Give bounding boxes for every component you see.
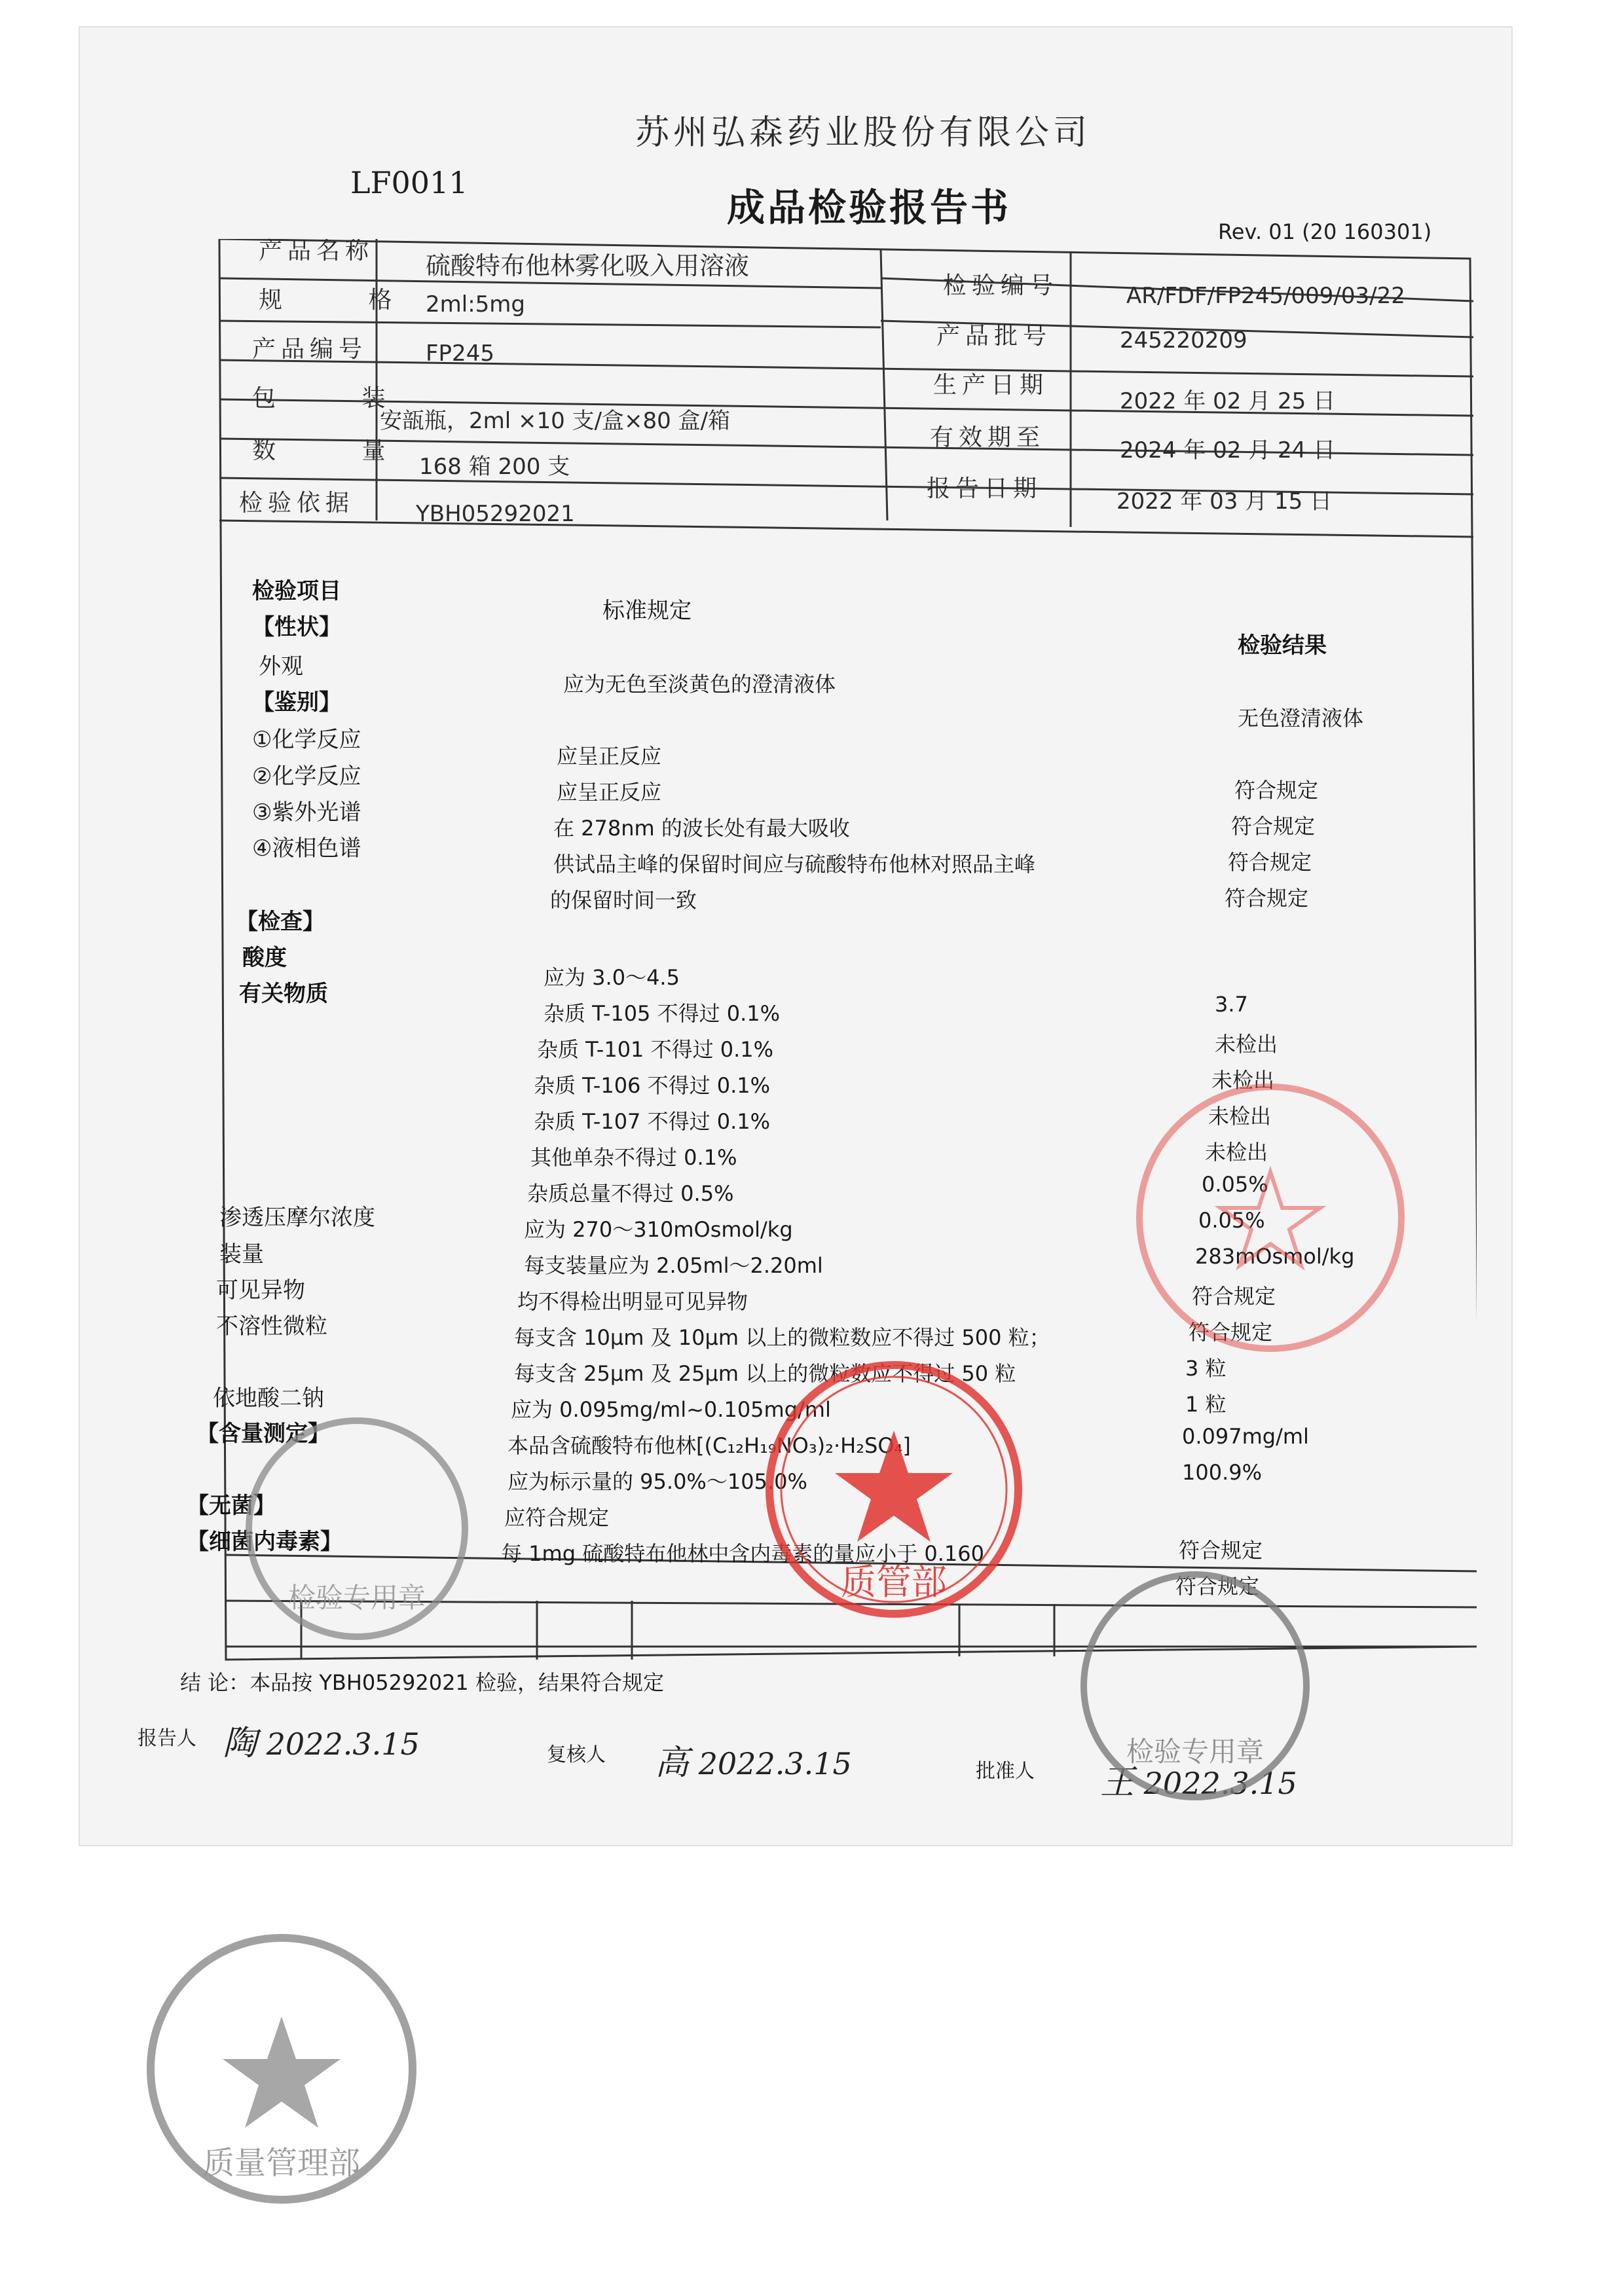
res-edetate: 0.097mg/ml <box>1182 1424 1309 1449</box>
std-osmolality: 应为 270～310mOsmol/kg <box>524 1217 793 1242</box>
document-code: LF0011 <box>350 165 468 200</box>
std-acidity: 应为 3.0～4.5 <box>544 965 680 990</box>
item-fill-volume: 装量 <box>219 1241 264 1267</box>
std-fill-volume: 每支装量应为 2.05ml～2.20ml <box>524 1253 823 1278</box>
res-t105: 未检出 <box>1215 1032 1278 1057</box>
faded-red-stamp <box>1126 1074 1414 1362</box>
res-t107: 未检出 <box>1205 1140 1268 1165</box>
std-edetate: 应为 0.095mg/ml~0.105mg/ml <box>511 1397 831 1422</box>
res-uv: 符合规定 <box>1228 850 1312 875</box>
std-total-impurities: 杂质总量不得过 0.5% <box>527 1181 734 1206</box>
std-t105: 杂质 T-105 不得过 0.1% <box>544 1001 781 1026</box>
res-t106: 未检出 <box>1208 1104 1272 1129</box>
product-name-value: 硫酸特布他林雾化吸入用溶液 <box>426 251 750 280</box>
star-icon <box>1221 1172 1320 1266</box>
res-t101: 未检出 <box>1211 1068 1275 1093</box>
star-icon <box>223 2016 341 2128</box>
reviewer-date: 2022.3.15 <box>698 1746 852 1781</box>
res-fill-volume: 符合规定 <box>1192 1284 1276 1309</box>
batch-value: 245220209 <box>1120 327 1247 354</box>
document-title: 成品检验报告书 <box>727 185 1012 230</box>
std-appearance: 应为无色至淡黄色的澄清液体 <box>563 672 836 697</box>
reporter-date: 2022.3.15 <box>266 1726 420 1762</box>
item-sterility: 【无菌】 <box>187 1493 276 1519</box>
product-code-label: 产品编号 <box>252 336 368 363</box>
spec-label: 规 格 <box>259 287 432 314</box>
product-name-label: 产品名称 <box>259 238 375 264</box>
res-acidity: 3.7 <box>1215 992 1248 1017</box>
test-no-label: 检验编号 <box>943 272 1059 299</box>
std-uv: 在 278nm 的波长处有最大吸收 <box>553 816 850 841</box>
res-chem-1: 符合规定 <box>1234 778 1319 803</box>
std-chem-2: 应呈正反应 <box>557 780 662 805</box>
std-hplc-1: 供试品主峰的保留时间应与硫酸特布他林对照品主峰 <box>553 852 1036 877</box>
res-hplc: 符合规定 <box>1225 886 1309 911</box>
package-label: 包 装 <box>252 385 425 412</box>
star-icon <box>835 1430 953 1542</box>
gray-qa-stamp <box>138 1925 426 2213</box>
item-hplc: ④液相色谱 <box>252 835 361 862</box>
svg-text:检验专用章: 检验专用章 <box>287 1582 426 1614</box>
quantity-label: 数 量 <box>252 437 425 464</box>
column-item: 检验项目 <box>252 578 341 604</box>
std-chem-1: 应呈正反应 <box>557 744 662 769</box>
res-particles-25um: 1 粒 <box>1185 1392 1227 1417</box>
spec-value: 2ml:5mg <box>426 291 525 318</box>
mfg-date-value: 2022 年 02 月 25 日 <box>1120 388 1336 414</box>
item-appearance-section: 【性状】 <box>252 614 341 640</box>
item-identification-section: 【鉴别】 <box>252 689 341 716</box>
svg-text:检验专用章: 检验专用章 <box>1126 1736 1264 1768</box>
std-other-single: 其他单杂不得过 0.1% <box>530 1145 737 1170</box>
res-chem-2: 符合规定 <box>1231 814 1316 839</box>
std-t101: 杂质 T-101 不得过 0.1% <box>537 1037 774 1062</box>
res-visible-particles: 符合规定 <box>1189 1320 1273 1345</box>
reviewer-signature: 高 2022.3.15 <box>655 1743 852 1783</box>
item-visible-particles: 可见异物 <box>216 1277 305 1303</box>
report-date-label: 报告日期 <box>927 475 1043 502</box>
approver-signature: 王 2022.3.15 <box>1100 1763 1297 1802</box>
item-osmolality: 渗透压摩尔浓度 <box>219 1205 375 1231</box>
res-appearance: 无色澄清液体 <box>1238 706 1364 731</box>
test-no-value: AR/FDF/FP245/009/03/22 <box>1126 283 1405 309</box>
company-name: 苏州弘森药业股份有限公司 <box>635 113 1092 153</box>
std-particles-10um: 每支含 10μm 及 10μm 以上的微粒数应不得过 500 粒； <box>514 1325 1050 1350</box>
std-visible-particles: 均不得检出明显可见异物 <box>517 1289 748 1314</box>
std-assay-1: 本品含硫酸特布他林[(C₁₂H₁₉NO₃)₂·H₂SO₄] <box>507 1433 911 1458</box>
approver-label: 批准人 <box>976 1760 1035 1783</box>
res-sterility: 符合规定 <box>1179 1538 1263 1563</box>
item-appearance: 外观 <box>259 653 303 680</box>
std-endotoxin: 每 1mg 硫酸特布他林中含内毒素的量应小于 0.160 <box>501 1541 984 1566</box>
item-inspection-section: 【检查】 <box>236 909 325 935</box>
report-date-value: 2022 年 03 月 15 日 <box>1116 488 1333 515</box>
item-chem-reaction-1: ①化学反应 <box>252 727 361 753</box>
item-endotoxin: 【细菌内毒素】 <box>187 1529 342 1555</box>
item-related-substances: 有关物质 <box>239 981 328 1007</box>
product-code-value: FP245 <box>426 340 494 367</box>
res-assay: 100.9% <box>1182 1460 1263 1485</box>
std-t107: 杂质 T-107 不得过 0.1% <box>534 1109 771 1134</box>
gray-inspection-stamp-1 <box>239 1411 475 1647</box>
item-edetate-disodium: 依地酸二钠 <box>213 1385 324 1412</box>
gray-inspection-stamp-2 <box>1074 1565 1316 1807</box>
column-standard: 标准规定 <box>602 598 692 624</box>
expiry-value: 2024 年 02 月 24 日 <box>1120 437 1336 464</box>
batch-label: 产品批号 <box>936 323 1052 350</box>
res-particles-10um: 3 粒 <box>1185 1356 1227 1381</box>
res-total-impurities: 0.05% <box>1198 1208 1265 1233</box>
res-endotoxin: 符合规定 <box>1175 1574 1260 1599</box>
res-other-single: 0.05% <box>1202 1172 1268 1197</box>
res-osmolality: 283mOsmol/kg <box>1195 1244 1355 1269</box>
column-result: 检验结果 <box>1238 632 1327 659</box>
item-uv-spectrum: ③紫外光谱 <box>252 799 361 826</box>
quantity-value: 168 箱 200 支 <box>419 454 570 480</box>
std-t106: 杂质 T-106 不得过 0.1% <box>534 1073 771 1098</box>
svg-text:质量管理部: 质量管理部 <box>202 2145 361 2181</box>
item-acidity: 酸度 <box>242 945 287 971</box>
basis-label: 检验依据 <box>239 490 355 517</box>
red-qa-stamp <box>756 1352 1031 1627</box>
revision-label: Rev. 01 (20 160301) <box>1218 219 1432 244</box>
std-hplc-2: 的保留时间一致 <box>550 888 697 913</box>
item-assay-section: 【含量测定】 <box>196 1421 330 1447</box>
conclusion-text: 结 论：本品按 YBH05292021 检验，结果符合规定 <box>180 1670 664 1695</box>
std-sterility: 应符合规定 <box>504 1505 610 1530</box>
approver-date: 2022.3.15 <box>1143 1766 1297 1801</box>
expiry-label: 有效期至 <box>930 424 1046 451</box>
item-insoluble-particles: 不溶性微粒 <box>216 1313 327 1339</box>
item-chem-reaction-2: ②化学反应 <box>252 763 361 790</box>
reporter-label: 报告人 <box>138 1727 196 1750</box>
svg-text:质管部: 质管部 <box>841 1561 947 1603</box>
std-particles-25um: 每支含 25μm 及 25μm 以上的微粒数应不得过 50 粒 <box>514 1361 1016 1386</box>
basis-value: YBH05292021 <box>416 501 575 527</box>
mfg-date-label: 生产日期 <box>933 372 1049 399</box>
reporter-signature: 陶 2022.3.15 <box>223 1724 420 1763</box>
reviewer-label: 复核人 <box>547 1743 606 1766</box>
package-value: 安瓿瓶，2ml ×10 支/盒×80 盒/箱 <box>380 408 731 434</box>
std-assay-2: 应为标示量的 95.0%～105.0% <box>507 1469 807 1494</box>
